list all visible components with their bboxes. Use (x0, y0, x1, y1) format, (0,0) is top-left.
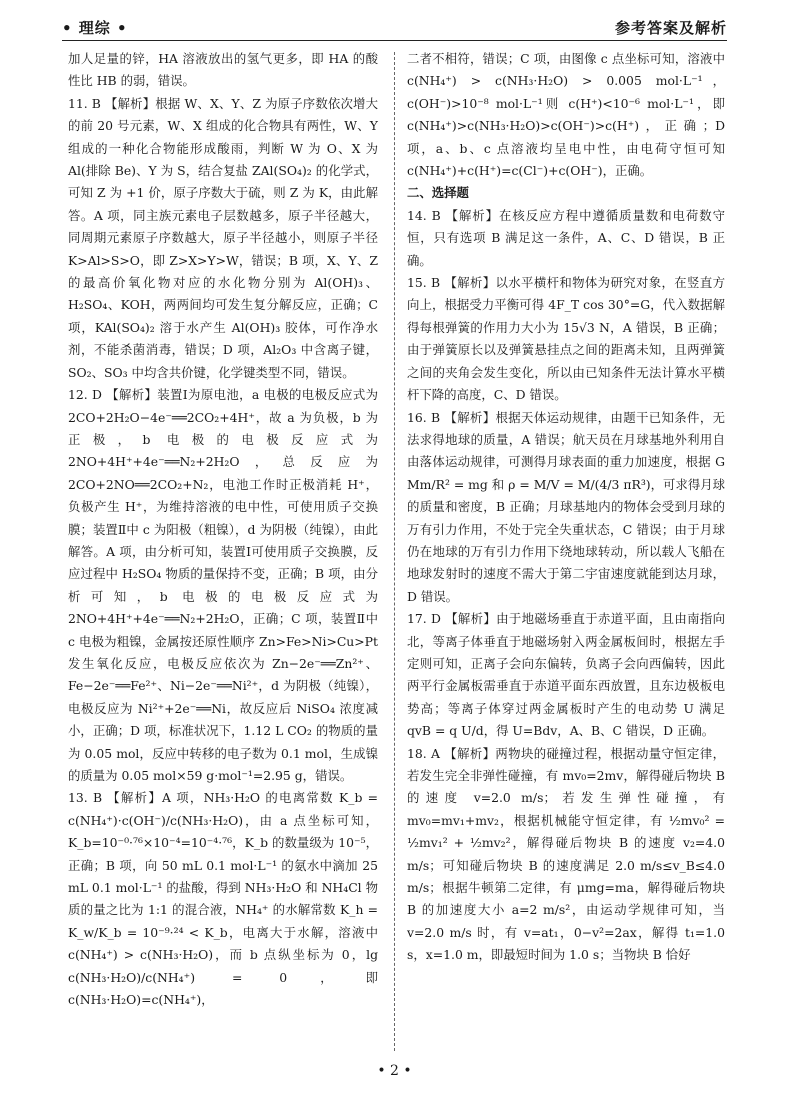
answer-13: 13. B 【解析】A 项，NH₃·H₂O 的电离常数 K_b = c(NH₄⁺)·c(OH⁻)/c(NH₃·H₂O)，由 a 点坐标可知，K_b=10⁻⁰·⁷⁶×10⁻⁴=10⁻⁴·⁷⁶，K_b 的数量级为 10⁻⁵，正确；B 项，向 50 mL 0.1 mol·L⁻¹ 的氨水中滴加 25 mL 0.1 mol·L⁻¹ 的盐酸，得到 NH₃·H₂O 和 NH₄Cl 物质的量之比为 1:1 的混合液，NH₄⁺ 的水解常数 K_h = K_w/K_b = 10⁻⁹·²⁴ < K_b，电离大于水解，溶液中 c(NH₄⁺) > c(NH₃·H₂O)，而 b 点纵坐标为 0，lg c(NH₃·H₂O)/c(NH₄⁺) = 0，即 c(NH₃·H₂O)=c(NH₄⁺)， (68, 790, 378, 1008)
section-heading: 二、选择题 (407, 185, 469, 201)
page-header (62, 14, 727, 41)
header-subject: • 理综 • (62, 18, 128, 37)
answer-14: 14. B 【解析】在核反应方程中遵循质量数和电荷数守恒，只有选项 B 满足这一条件，A、C、D 错误，B 正确。 (407, 207, 725, 268)
answer-15: 15. B 【解析】以水平横杆和物体为研究对象，在竖直方向上，根据受力平衡可得 4F_T cos 30°=G，代入数据解得每根弹簧的作用力大小为 15√3 N，A 错误，B 正确；由于弹簧原长以及弹簧悬挂点之间的距离未知，且两弹簧之间的夹角会发生变化，所以由已知条件无法计算水平横杆下降的高度，C、D 错误。 (407, 275, 725, 403)
text-block: 加人足量的锌，HA 溶液放出的氢气更多，即 HA 的酸性比 HB 的弱，错误。 (68, 51, 378, 89)
page-number: • 2 • (377, 1063, 412, 1079)
answer-18: 18. A 【解析】两物块的碰撞过程，根据动量守恒定律，若发生完全非弹性碰撞，有 mv₀=2mv，解得碰后物块 B 的速度 v=2.0 m/s；若发生弹性碰撞，有 mv₀=mv₁+mv₂，根据机械能守恒定律，有 ½mv₀² = ½mv₁² + ½mv₂²，解得碰后物块 B 的速度 v₂=4.0 m/s；可知碰后物块 B 的速度满足 2.0 m/s≤v_B≤4.0 m/s；根据牛顿第二定律，有 μmg=ma，解得碰后物块 B 的加速度大小 a=2 m/s²，由运动学规律可知，当 v=2.0 m/s 时，有 v=at₁，0−v²=2ax，解得 t₁=1.0 s，x=1.0 m，即最短时间为 1.0 s；当物块 B 恰好 (407, 745, 725, 963)
column-divider (394, 52, 395, 1051)
right-column (407, 48, 725, 967)
answer-12: 12. D 【解析】装置Ⅰ为原电池，a 电极的电极反应式为 2CO+2H₂O−4e⁻══2CO₂+4H⁺，故 a 为负极，b 为正极，b 电极的电极反应式为 2NO+4H⁺+4e⁻══N₂+2H₂O，总反应为 2CO+2NO══2CO₂+N₂，电池工作时正极消耗 H⁺，负极产生 H⁺，为维持溶液的电中性，可使用质子交换膜；装置Ⅱ中 c 为阳极（粗镍），d 为阴极（纯镍），由此解答。A 项，由分析可知，装置Ⅰ可使用质子交换膜，反应过程中 H₂SO₄ 物质的量保持不变，正确；B 项，由分析可知，b 电极的电极反应式为 2NO+4H⁺+4e⁻══N₂+2H₂O，正确；C 项，装置Ⅱ中 c 电极为粗镍，金属按还原性顺序 Zn>Fe>Ni>Cu>Pt 发生氧化反应，电极反应依次为 Zn−2e⁻══Zn²⁺、Fe−2e⁻══Fe²⁺、Ni−2e⁻══Ni²⁺，d 为阴极（纯镍），电极反应为 Ni²⁺+2e⁻══Ni，故反应后 NiSO₄ 浓度减小，正确；D 项，标准状况下，1.12 L CO₂ 的物质的量为 0.05 mol，反应中转移的电子数为 0.1 mol，生成镍的质量为 0.05 mol×59 g·mol⁻¹=2.95 g，错误。 (68, 387, 378, 783)
answer-17: 17. D 【解析】由于地磁场垂直于赤道平面，且由南指向北，等离子体垂直于地磁场射入两金属板间时，根据左手定则可知，正离子会向东偏转，负离子会向西偏转，因此两平行金属板需垂直于赤道平面东西放置，且东边极板电势高；等离子体穿过两金属板时产生的电动势 U 满足 qvB = q U/d，得 U=Bdv，A、B、C 错误，D 正确。 (407, 611, 725, 739)
header-title: 参考答案及解析 (614, 18, 727, 37)
text-block: 二者不相符，错误；C 项，由图像 c 点坐标可知，溶液中 c(NH₄⁺) > c(NH₃·H₂O) > 0.005 mol·L⁻¹，c(OH⁻)>10⁻⁸ mol·L⁻¹则 c(H⁺)<10⁻⁶ mol·L⁻¹，即 c(NH₄⁺)>c(NH₃·H₂O)>c(OH⁻)>c(H⁺)，正确；D 项，a、b、c 点溶液均呈电中性，由电荷守恒可知 c(NH₄⁺)+c(H⁺)=c(Cl⁻)+c(OH⁻)，正确。 (407, 51, 725, 179)
left-column (68, 48, 378, 1011)
answer-16: 16. B 【解析】根据天体运动规律，由题干已知条件，无法求得地球的质量，A 错误；航天员在月球基地外利用自由落体运动规律，可测得月球表面的重力加速度，根据 G Mm/R² = mg 和 ρ = M/V = M/(4/3 πR³)，可求得月球的质量和密度，B 正确；月球基地内的物体会受到月球的万有引力作用，不处于完全失重状态，C 错误；由于月球仍在地球的万有引力作用下绕地球转动，所以载人飞船在地球发射时的速度不需大于第二宇宙速度就能到达月球，D 错误。 (407, 409, 725, 604)
answer-11: 11. B 【解析】根据 W、X、Y、Z 为原子序数依次增大的前 20 号元素，W、X 组成的化合物具有两性，W、Y 组成的一种化合物能形成酸雨，判断 W 为 O、X 为 Al(排除 Be)、Y 为 S，结合复盐 ZAl(SO₄)₂ 的化学式，可知 Z 为 +1 价，原子序数大于硫，则 Z 为 K，由此解答。A 项，同主族元素电子层数越多，原子半径越大，同周期元素原子序数越大，原子半径越小，则原子半径 K>Al>S>O，即 Z>X>Y>W，错误；B 项，X、Y、Z 的最高价氧化物对应的水化物分别为 Al(OH)₃、H₂SO₄、KOH，两两间均可发生复分解反应，正确；C 项，KAl(SO₄)₂ 溶于水产生 Al(OH)₃ 胶体，可作净水剂，不能杀菌消毒，错误；D 项，Al₂O₃ 中含离子键，SO₂、SO₃ 中均含共价键，化学键类型不同，错误。 (68, 95, 378, 380)
